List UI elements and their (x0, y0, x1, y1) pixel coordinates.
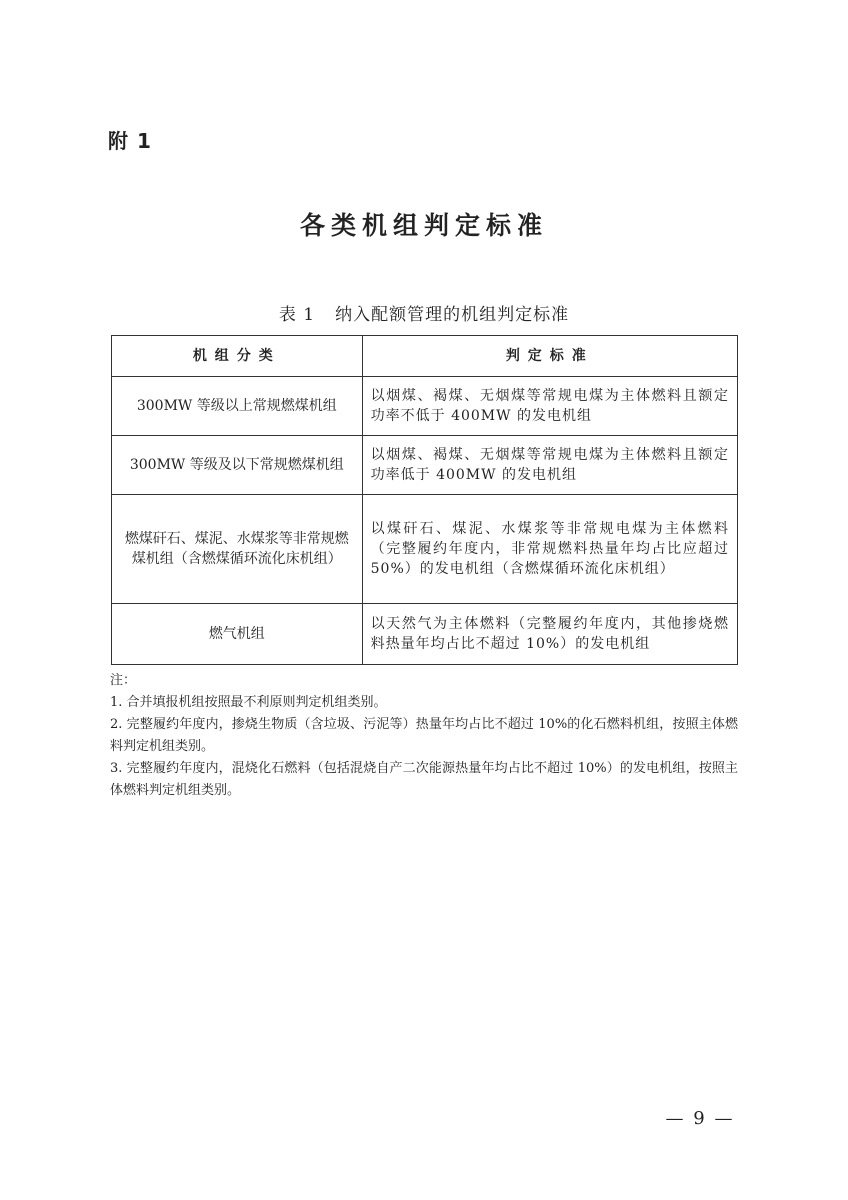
note-item: 2. 完整履约年度内，掺烧生物质（含垃圾、污泥等）热量年均占比不超过 10%的化石燃料机组，按照主体燃料判定机组类别。 (110, 717, 738, 754)
criterion-cell: 以天然气为主体燃料（完整履约年度内，其他掺烧燃料热量年均占比不超过 10%）的发电机组 (362, 604, 737, 665)
table-caption (0, 300, 848, 325)
annex-label: 附 1 (108, 129, 152, 153)
table-row (112, 604, 738, 665)
table-caption-number: 表 1 (278, 305, 316, 325)
header-criterion: 判定标准 (362, 336, 737, 377)
criterion-cell: 以烟煤、褐煤、无烟煤等常规电煤为主体燃料且额定功率低于 400MW 的发电机组 (362, 436, 737, 495)
page-number: — 9 — (665, 1108, 735, 1129)
unit-category-cell: 300MW 等级及以下常规燃煤机组 (112, 436, 363, 495)
notes-heading: 注： (110, 673, 137, 688)
header-unit-category: 机组分类 (112, 336, 363, 377)
table-row (112, 495, 738, 604)
table-row (112, 377, 738, 436)
criterion-cell: 以烟煤、褐煤、无烟煤等常规电煤为主体燃料且额定功率不低于 400MW 的发电机组 (362, 377, 737, 436)
table-header-row (112, 336, 738, 377)
unit-category-cell: 燃气机组 (112, 604, 363, 665)
table-row (112, 436, 738, 495)
notes-section (110, 670, 738, 802)
note-item: 1. 合并填报机组按照最不利原则判定机组类别。 (110, 695, 387, 710)
criteria-table (111, 335, 738, 665)
unit-category-cell: 300MW 等级以上常规燃煤机组 (112, 377, 363, 436)
criterion-cell: 以煤矸石、煤泥、水煤浆等非常规电煤为主体燃料（完整履约年度内，非常规燃料热量年均占比应超过 50%）的发电机组（含燃煤循环流化床机组） (362, 495, 737, 604)
document-title: 各类机组判定标准 (299, 211, 548, 240)
table-caption-text: 纳入配额管理的机组判定标准 (335, 305, 570, 325)
note-item: 3. 完整履约年度内，混烧化石燃料（包括混烧自产二次能源热量年均占比不超过 10%）的发电机组，按照主体燃料判定机组类别。 (110, 761, 738, 798)
unit-category-cell: 燃煤矸石、煤泥、水煤浆等非常规燃煤机组（含燃煤循环流化床机组） (112, 495, 363, 604)
